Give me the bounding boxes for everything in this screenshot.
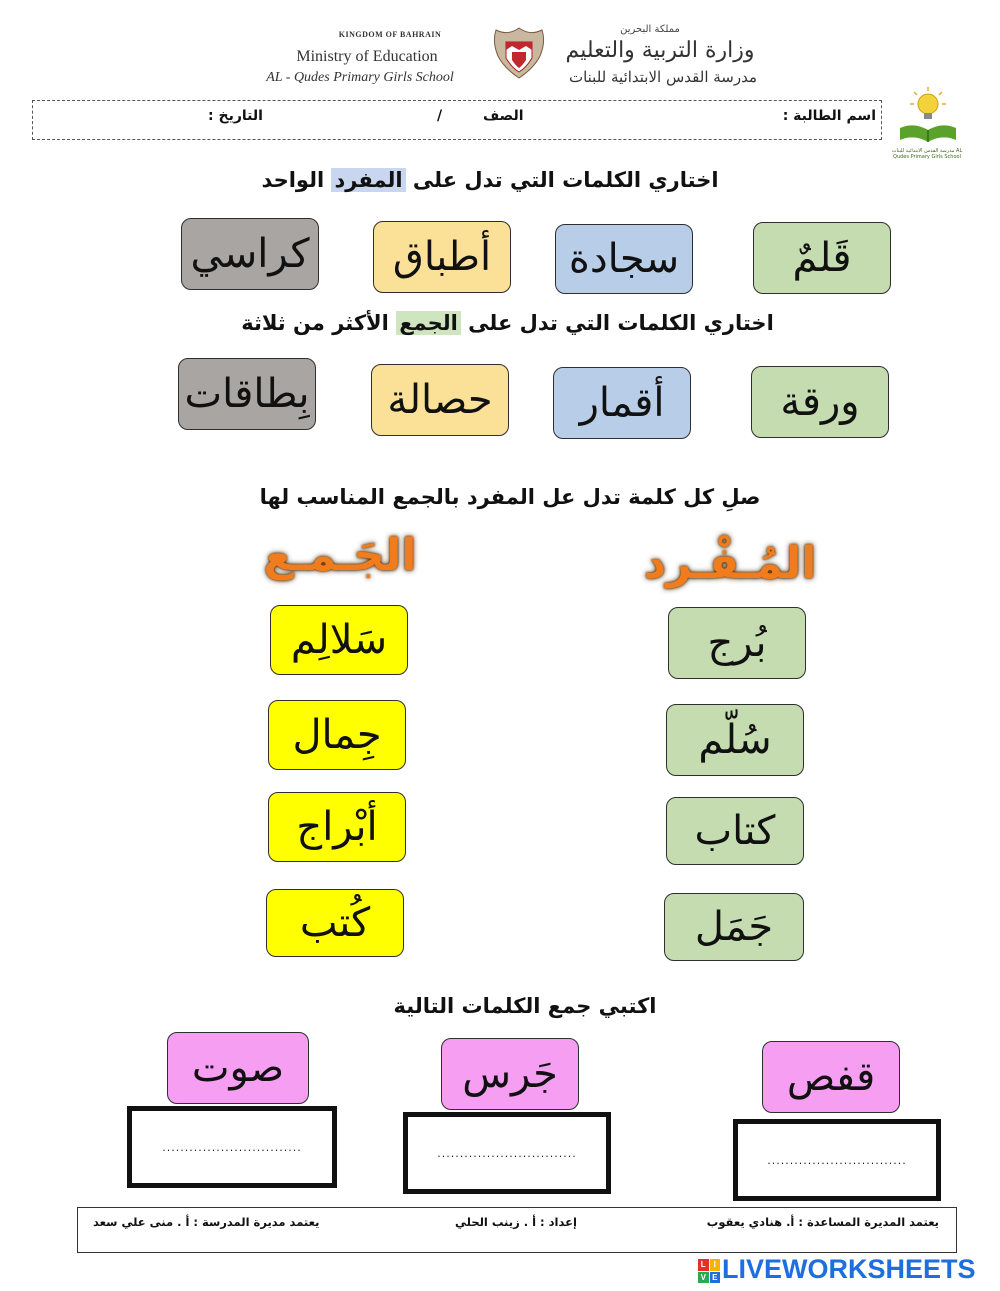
singular-choice-word[interactable]: كراسي [181,218,319,290]
school-name-ar: مدرسة القدس الابتدائية للبنات [568,68,758,86]
answer-box[interactable] [403,1112,611,1194]
singular-match-word[interactable]: جَمَل [664,893,804,961]
answer-blank[interactable]: ............................... [162,1140,302,1154]
singular-choice-word[interactable]: قَلمٌ [753,222,891,294]
section2-heading [210,311,805,335]
plural-column-title: الجَـمـع [263,530,417,581]
section2-heading-end: الأكثر من ثلاثة [241,311,389,335]
write-plural-word: صوت [167,1032,309,1104]
student-info-box [32,100,882,140]
singular-match-word[interactable]: كتاب [666,797,804,865]
singular-match-word[interactable]: سُلّم [666,704,804,776]
answer-box[interactable] [127,1106,337,1188]
student-name-label: اسم الطالبة : [782,108,876,124]
answer-box[interactable] [733,1119,941,1201]
prepared-by: إعداد : أ . زينب الحلي [455,1215,577,1229]
plural-match-word[interactable]: جِمال [268,700,406,770]
logo-letter-v: V [698,1272,709,1284]
plural-match-word[interactable]: سَلالِم [270,605,408,675]
section1-heading-start: اختاري الكلمات التي تدل على [412,168,719,192]
singular-column-title: المُـفْـرد [643,538,817,589]
liveworksheets-brand: LIVEWORKSHEETS [722,1254,976,1284]
singular-match-word[interactable]: بُرج [668,607,806,679]
liveworksheets-logo-icon [698,1259,720,1283]
logo-letter-i: I [710,1259,721,1271]
class-label: الصف [483,108,524,124]
class-separator: / [437,108,443,124]
ministry-title-ar: وزارة التربية والتعليم [565,38,755,63]
section2-heading-start: اختاري الكلمات التي تدل على [468,311,774,335]
plural-match-word[interactable]: كُتب [266,889,404,957]
school-logo-icon [892,84,964,156]
school-name-en: AL - Qudes Primary Girls School [266,70,454,85]
plural-choice-word[interactable]: أقمار [553,367,691,439]
approval-footer-box [77,1207,957,1253]
kingdom-title-ar: مملكة البحرين [620,24,680,35]
section4-heading: اكتبي جمع الكلمات التالية [393,994,657,1018]
section3-heading: صلِ كل كلمة تدل عل المفرد بالجمع المناسب لها [259,485,761,509]
section2-heading-highlight: الجمع [396,311,461,335]
ministry-title-en: Ministry of Education [296,48,438,65]
singular-choice-word[interactable]: أطباق [373,221,511,293]
kingdom-title-en: KINGDOM OF BAHRAIN [338,30,442,39]
section1-heading-end: الواحد [261,168,325,192]
plural-choice-word[interactable]: بِطاقات [178,358,316,430]
write-plural-word: قفص [762,1041,900,1113]
plural-match-word[interactable]: أبْراج [268,792,406,862]
plural-choice-word[interactable]: حصالة [371,364,509,436]
logo-letter-e: E [710,1272,721,1284]
singular-choice-word[interactable]: سجادة [555,224,693,294]
school-logo-caption: مدرسة القدس الابتدائية للبنات AL Qudes Primary Girls School [891,148,963,160]
principal-approval: يعتمد مديرة المدرسة : أ . منى علي سعد [93,1215,320,1229]
plural-choice-word[interactable]: ورقة [751,366,889,438]
assistant-principal-approval: يعتمد المديرة المساعدة : أ. هنادي يعقوب [706,1215,939,1229]
section1-heading [235,168,745,192]
answer-blank[interactable]: ............................... [437,1146,577,1160]
logo-letter-l: L [698,1259,709,1271]
write-plural-word: جَرس [441,1038,579,1110]
section1-heading-highlight: المفرد [331,168,405,192]
answer-blank[interactable]: ............................... [767,1153,907,1167]
date-label: التاريخ : [208,108,263,124]
